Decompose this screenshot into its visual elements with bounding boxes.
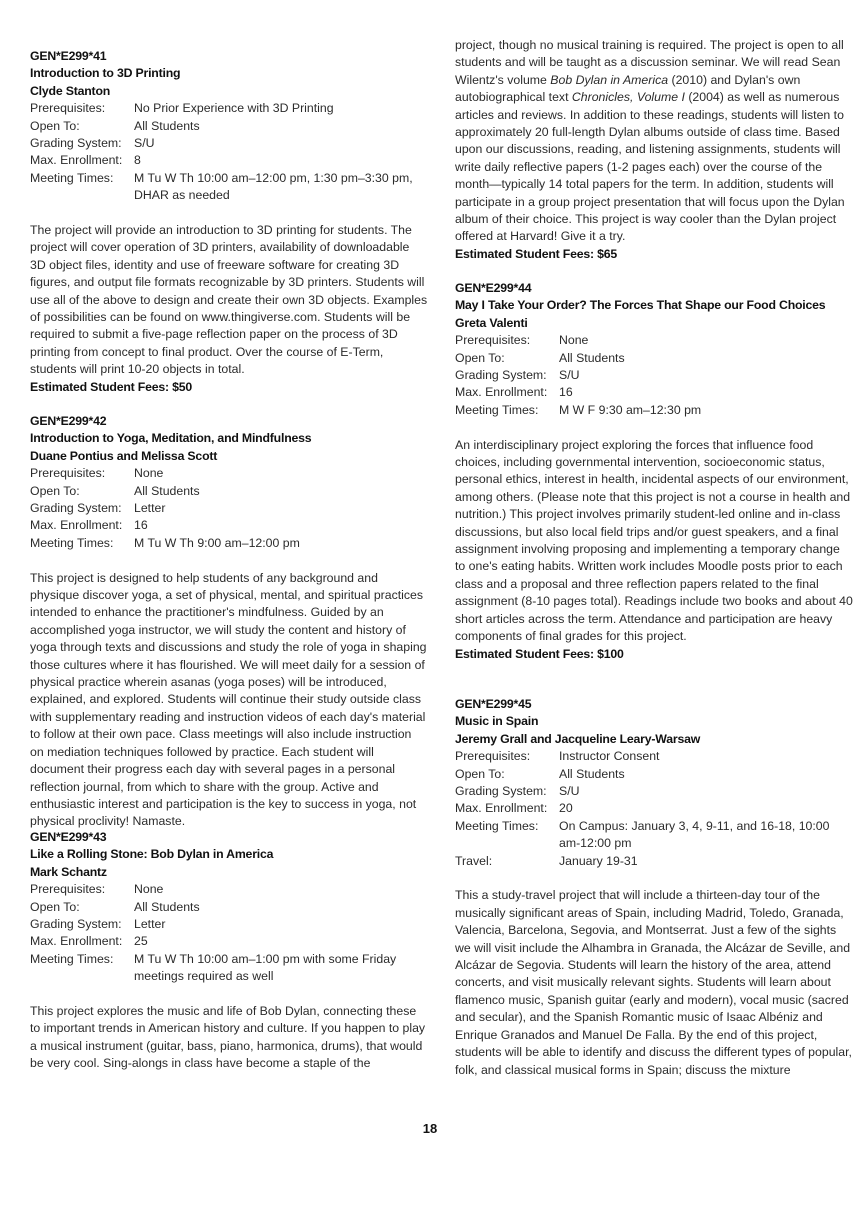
meta-label: Meeting Times: xyxy=(30,535,114,550)
meta-row-open-to xyxy=(30,483,428,500)
meta-row-grading-system xyxy=(30,135,428,152)
meta-row-meeting-times xyxy=(455,818,853,853)
meta-value: January 19-31 xyxy=(559,853,638,868)
meta-value: All Students xyxy=(134,899,200,914)
continued-text: (2004) as well as numerous articles and reviews. In addition to these readings, students will listen to approximately 20 full-length Dylan albums outside of class time. Based upon our discussions, reading, and listening assignments, students will write daily reflective papers (1-2 pages each) over the course of the month—typically 14 total papers for the term. In addition, students will participate in a group project presentation that will focus upon the Dylan album of their choice. This project is way cooler than the Dylan project offered at Harvard! Give it a try. xyxy=(455,90,845,244)
course-entry xyxy=(455,280,853,663)
meta-value: M Tu W Th 9:00 am–12:00 pm xyxy=(134,535,300,550)
meta-value: All Students xyxy=(134,118,200,133)
meta-row-prerequisites xyxy=(30,881,428,898)
meta-row-max-enrollment xyxy=(455,384,853,401)
meta-value: All Students xyxy=(134,483,200,498)
left-column-course-42 xyxy=(30,413,428,831)
meta-label: Prerequisites: xyxy=(455,333,531,348)
page-number: 18 xyxy=(422,1121,438,1136)
course-meta xyxy=(30,100,428,204)
meta-row-max-enrollment xyxy=(30,152,428,169)
course-description xyxy=(30,222,428,379)
course-code: GEN*E299*44 xyxy=(455,281,532,295)
meta-value: S/U xyxy=(559,784,580,799)
course-instructor: Mark Schantz xyxy=(30,864,107,879)
meta-label: Max. Enrollment: xyxy=(455,801,548,816)
course-description xyxy=(455,887,853,1078)
meta-label: Meeting Times: xyxy=(30,951,114,966)
meta-label: Grading System: xyxy=(30,136,122,151)
course-instructor: Duane Pontius and Melissa Scott xyxy=(30,448,218,463)
meta-value: None xyxy=(559,333,589,348)
meta-row-meeting-times xyxy=(455,402,853,419)
meta-label: Meeting Times: xyxy=(455,818,539,833)
course-code: GEN*E299*42 xyxy=(30,414,107,428)
meta-value: 16 xyxy=(134,518,148,533)
meta-value: 25 xyxy=(134,934,148,949)
meta-value: S/U xyxy=(134,136,155,151)
meta-value: Instructor Consent xyxy=(559,749,660,764)
course-fees: Estimated Student Fees: $65 xyxy=(455,246,618,261)
meta-label: Prerequisites: xyxy=(30,882,106,897)
meta-value: M W F 9:30 am–12:30 pm xyxy=(559,402,702,417)
meta-row-travel xyxy=(455,853,853,870)
meta-row-open-to xyxy=(30,899,428,916)
meta-value: 16 xyxy=(559,385,573,400)
course-fees: Estimated Student Fees: $50 xyxy=(30,379,193,394)
meta-value: S/U xyxy=(559,368,580,383)
meta-row-prerequisites xyxy=(30,465,428,482)
meta-label: Grading System: xyxy=(30,917,122,932)
meta-row-prerequisites xyxy=(455,748,853,765)
meta-row-prerequisites xyxy=(30,100,428,117)
meta-row-grading-system xyxy=(30,500,428,517)
course-title: Introduction to 3D Printing xyxy=(30,66,181,81)
meta-value: M Tu W Th 10:00 am–1:00 pm with some Friday meetings required as well xyxy=(134,951,397,984)
meta-value: 8 xyxy=(134,153,141,168)
course-description xyxy=(455,437,853,646)
course-meta xyxy=(30,881,428,985)
meta-value: All Students xyxy=(559,350,625,365)
meta-value: M Tu W Th 10:00 am–12:00 pm, 1:30 pm–3:30 pm, DHAR as needed xyxy=(134,170,413,203)
meta-label: Max. Enrollment: xyxy=(455,385,548,400)
right-column-course-44 xyxy=(455,280,853,663)
meta-row-prerequisites xyxy=(455,332,853,349)
meta-row-grading-system xyxy=(455,367,853,384)
continued-text: (2010) and Dylan's own autobiographical text xyxy=(455,72,801,105)
course-entry xyxy=(30,829,428,1073)
meta-label: Max. Enrollment: xyxy=(30,518,123,533)
course-title: Like a Rolling Stone: Bob Dylan in America xyxy=(30,847,274,862)
course-description xyxy=(30,1003,428,1073)
meta-label: Grading System: xyxy=(455,368,547,383)
description-text: This project explores the music and life of Bob Dylan, connecting these to important trends in American history and culture. If you happen to play a musical instrument (guitar, bass, piano, harmonica, drums), that would be very cool. Sing-alongs in class have become a staple of the xyxy=(30,1004,426,1071)
meta-row-grading-system xyxy=(455,783,853,800)
meta-label: Open To: xyxy=(455,766,505,781)
meta-row-max-enrollment xyxy=(30,933,428,950)
meta-value: None xyxy=(134,882,164,897)
course-code: GEN*E299*41 xyxy=(30,49,107,63)
course-meta xyxy=(30,465,428,552)
meta-value: Letter xyxy=(134,501,166,516)
right-column-course-45 xyxy=(455,696,853,1079)
meta-row-open-to xyxy=(455,350,853,367)
meta-label: Meeting Times: xyxy=(30,170,114,185)
meta-row-grading-system xyxy=(30,916,428,933)
meta-label: Open To: xyxy=(30,483,80,498)
course-continuation xyxy=(455,37,853,263)
course-instructor: Clyde Stanton xyxy=(30,83,111,98)
meta-value: All Students xyxy=(559,766,625,781)
description-text: An interdisciplinary project exploring the forces that influence food choices, including governmental intervention, socioeconomic status, personal ethics, interest in health, incidental aspects of our environment, among others. (Please note that this project is not a course in health and nutrition.) This project involves primarily student-led online and in-class discussions, but also local field trips and/or guest speakers, and a final assignment involving proposing and implementing a temporary change to one's eating habits. Written work includes Moodle posts prior to each class and a proposal and three reflection papers related to the final assignment (8-10 pages total). Readings include two books and about 40 short articles across the term. Attendance and participation are heavy components of final grades for this project. xyxy=(455,437,853,644)
meta-label: Meeting Times: xyxy=(455,402,539,417)
course-code: GEN*E299*43 xyxy=(30,830,107,844)
meta-value: 20 xyxy=(559,801,573,816)
course-instructor: Greta Valenti xyxy=(455,315,528,330)
course-meta xyxy=(455,332,853,419)
course-entry xyxy=(30,413,428,831)
meta-value: None xyxy=(134,466,164,481)
meta-value: No Prior Experience with 3D Printing xyxy=(134,101,334,116)
course-entry xyxy=(455,696,853,1079)
meta-label: Max. Enrollment: xyxy=(30,934,123,949)
course-code: GEN*E299*45 xyxy=(455,697,532,711)
course-meta xyxy=(455,748,853,870)
meta-label: Prerequisites: xyxy=(30,101,106,116)
continued-description xyxy=(455,37,853,246)
description-text: The project will provide an introduction to 3D printing for students. The project will cover operation of 3D printers, availability of downloadable 3D object files, identity and use of freeware software for creating 3D figures, and output file formats recognizable by 3D printers. Students will use all of the above to design and create their own 3D objects. Examples of possibilities can be found on www.thingiverse.com. Students will be required to submit a five-page reflection paper on the process of 3D printing from concept to final product. Over the course of E-Term, students will print 10-20 objects in total. xyxy=(30,223,428,377)
continued-text: project, though no musical training is required. The project is open to all students and will be taught as a discussion seminar. We will read Sean Wilentz's volume xyxy=(455,38,844,87)
meta-label: Travel: xyxy=(455,853,493,868)
course-title: May I Take Your Order? The Forces That Shape our Food Choices xyxy=(455,298,826,313)
right-column-continued xyxy=(455,37,853,263)
meta-row-meeting-times xyxy=(30,170,428,205)
meta-row-open-to xyxy=(455,766,853,783)
course-title: Introduction to Yoga, Meditation, and Mindfulness xyxy=(30,431,312,446)
meta-row-max-enrollment xyxy=(30,517,428,534)
meta-row-max-enrollment xyxy=(455,800,853,817)
meta-label: Open To: xyxy=(455,350,505,365)
left-column xyxy=(30,48,428,396)
book-title: Bob Dylan in America xyxy=(550,72,669,87)
meta-label: Open To: xyxy=(30,118,80,133)
description-text: This a study-travel project that will include a thirteen-day tour of the musically significant areas of Spain, including Madrid, Toledo, Granada, Valencia, Barcelona, Segovia, and Montserrat. Just a few of the sights we will visit include the Alhambra in Granada, the Alcázar de Seville, and Alcázar de Segovia. Students will learn the history of the area, attend concerts, and visit musically relevant sights. Students will learn about flamenco music, Spanish guitar (early and modern), vocal music (sacred and secular), and the Spanish Romantic music of Isaac Albéniz and Enrique Granados and Manuel De Falla. By the end of this project, students will be able to identify and discuss the different types of popular, folk, and classical musical forms in Spain; discuss the mixture xyxy=(455,888,852,1077)
meta-value: On Campus: January 3, 4, 9-11, and 16-18, 10:00 am-12:00 pm xyxy=(559,818,830,851)
meta-label: Grading System: xyxy=(455,784,547,799)
course-instructor: Jeremy Grall and Jacqueline Leary-Warsaw xyxy=(455,731,701,746)
meta-label: Prerequisites: xyxy=(455,749,531,764)
meta-label: Prerequisites: xyxy=(30,466,106,481)
meta-label: Grading System: xyxy=(30,501,122,516)
book-title: Chronicles, Volume I xyxy=(571,90,685,105)
meta-row-meeting-times xyxy=(30,535,428,552)
course-title: Music in Spain xyxy=(455,714,539,729)
description-text: This project is designed to help students of any background and physique discover yoga, a set of physical, mental, and spiritual practices intended to enhance the practitioner's mindfulness. Guided by an accomplished yoga instructor, we will study the content and history of yoga through texts and discussions and study the role of yoga in shaping those cultures where it has flourished. We will meet daily for a session of physical practice wherein asanas (yoga poses) will be introduced, explained, and explored. Students will continue their study outside class with supplementary reading and instruction videos of each day's material to follow at their own pace. Class meetings will also include instruction on mediation techniques followed by practice. Each student will document their progress each day with several pages in a personal reflection journal, from which to share with the group. Active and enthusiastic interest and participation is the key to success in yoga, not physical proclivity! Namaste. xyxy=(30,570,427,829)
meta-value: Letter xyxy=(134,917,166,932)
course-fees: Estimated Student Fees: $100 xyxy=(455,646,624,661)
meta-label: Max. Enrollment: xyxy=(30,153,123,168)
meta-label: Open To: xyxy=(30,899,80,914)
course-description xyxy=(30,570,428,831)
left-column-course-43 xyxy=(30,829,428,1073)
meta-row-meeting-times xyxy=(30,951,428,986)
course-entry xyxy=(30,48,428,396)
meta-row-open-to xyxy=(30,118,428,135)
